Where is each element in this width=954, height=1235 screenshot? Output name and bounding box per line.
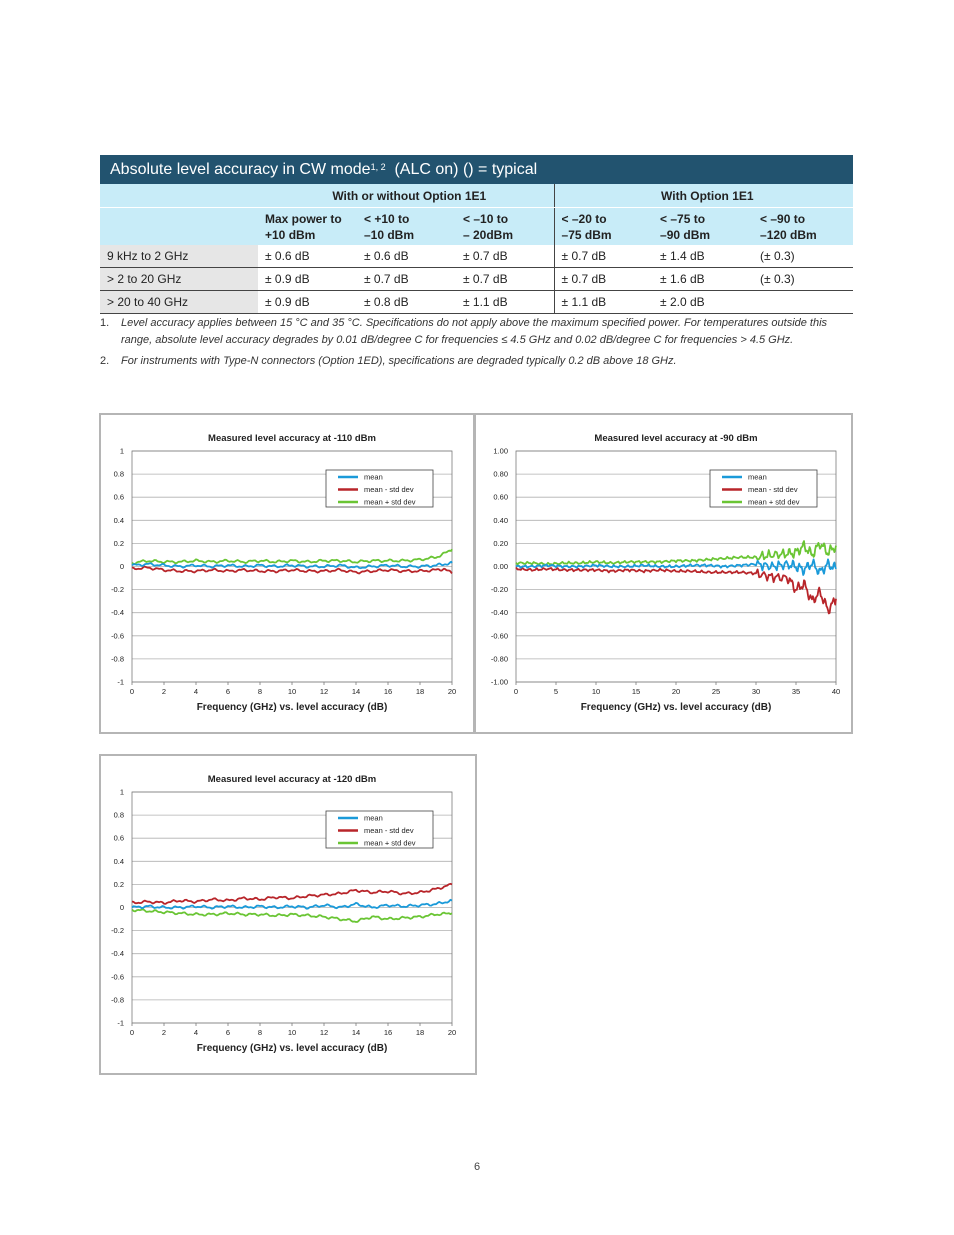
series-line-2 — [132, 549, 452, 564]
x-tick-label: 8 — [257, 687, 263, 696]
table-cell: ± 0.9 dB — [258, 268, 357, 291]
row-label: 9 kHz to 2 GHz — [100, 245, 258, 268]
y-tick-label: 0.6 — [113, 492, 124, 502]
x-tick-label: 40 — [831, 687, 841, 696]
y-tick-label: 0.40 — [493, 515, 508, 525]
table-cell: ± 0.6 dB — [357, 245, 456, 268]
x-tick-label: 20 — [447, 687, 457, 696]
x-tick-label: 0 — [513, 687, 519, 696]
y-tick-label: 0.00 — [493, 562, 508, 571]
series-line-1 — [516, 567, 836, 613]
x-tick-label: 20 — [447, 1028, 457, 1037]
column-header: < –20 to –75 dBm — [554, 208, 653, 246]
x-tick-label: 2 — [161, 687, 167, 696]
row-label: > 20 to 40 GHz — [100, 291, 258, 314]
x-tick-label: 16 — [383, 1028, 393, 1037]
x-tick-label: 8 — [257, 1028, 263, 1037]
y-tick-label: 0.2 — [113, 538, 124, 548]
legend-label: mean - std dev — [364, 485, 414, 495]
footnote-number: 1. — [100, 317, 110, 329]
level-accuracy-table — [100, 155, 853, 314]
y-tick-label: -0.8 — [111, 654, 124, 664]
table-cell: ± 0.7 dB — [357, 268, 456, 291]
table-cell: ± 0.7 dB — [456, 268, 554, 291]
table-cell: ± 1.6 dB — [653, 268, 753, 291]
x-tick-label: 15 — [631, 687, 641, 696]
chart-120dbm — [99, 754, 477, 1075]
x-tick-label: 12 — [319, 687, 329, 696]
x-tick-label: 30 — [751, 687, 761, 696]
column-header: < +10 to –10 dBm — [357, 208, 456, 246]
y-tick-label: -0.8 — [111, 995, 124, 1005]
y-tick-label: 0.60 — [493, 492, 508, 502]
y-tick-label: 0 — [119, 903, 124, 912]
table-title-bar — [100, 155, 853, 184]
y-tick-label: 1 — [119, 787, 124, 797]
x-tick-label: 10 — [287, 687, 297, 696]
y-tick-label: 0.8 — [113, 810, 124, 820]
y-tick-label: 0.8 — [113, 469, 124, 479]
y-tick-label: -0.60 — [490, 631, 508, 641]
table-cell: ± 1.4 dB — [653, 245, 753, 268]
column-header: < –10 to – 20dBm — [456, 208, 554, 246]
y-tick-label: -1 — [117, 677, 124, 687]
x-tick-label: 14 — [351, 1028, 361, 1037]
x-tick-label: 6 — [225, 687, 231, 696]
chart-110dbm — [99, 413, 475, 734]
legend-label: mean - std dev — [364, 826, 414, 836]
x-tick-label: 0 — [129, 687, 135, 696]
group-header-row — [100, 184, 853, 208]
y-tick-label: -0.2 — [111, 926, 124, 936]
table-title: Absolute level accuracy in CW mode — [110, 161, 371, 178]
chart-90dbm — [474, 413, 853, 734]
table-row — [100, 245, 853, 268]
series-line-2 — [516, 541, 836, 565]
table-cell: ± 1.1 dB — [554, 291, 653, 314]
y-tick-label: 0.80 — [493, 469, 508, 479]
footnote — [100, 353, 860, 370]
y-tick-label: -0.2 — [111, 585, 124, 595]
y-tick-label: -0.80 — [490, 654, 508, 664]
x-tick-label: 14 — [351, 687, 361, 696]
y-tick-label: -1.00 — [490, 677, 508, 687]
footnote — [100, 315, 860, 349]
table-cell: (± 0.3) — [753, 268, 853, 291]
page-number: 6 — [473, 1161, 481, 1173]
x-tick-label: 20 — [671, 687, 681, 696]
y-tick-label: -0.4 — [111, 949, 124, 959]
y-tick-label: 0 — [119, 562, 124, 571]
chart-svg — [101, 756, 475, 1073]
legend-label: mean — [364, 472, 383, 482]
column-header: Max power to +10 dBm — [258, 208, 357, 246]
column-header-row — [100, 208, 853, 246]
x-tick-label: 10 — [287, 1028, 297, 1037]
y-tick-label: 0.4 — [113, 856, 124, 866]
x-tick-label: 5 — [553, 687, 559, 696]
x-tick-label: 25 — [711, 687, 721, 696]
series-line-1 — [132, 884, 452, 904]
y-tick-label: 1 — [119, 446, 124, 456]
x-tick-label: 6 — [225, 1028, 231, 1037]
x-tick-label: 0 — [129, 1028, 135, 1037]
x-axis-label: Frequency (GHz) vs. level accuracy (dB) — [196, 702, 388, 713]
legend-label: mean — [364, 813, 383, 823]
y-tick-label: -0.20 — [490, 585, 508, 595]
y-tick-label: 0.4 — [113, 515, 124, 525]
chart-title: Measured level accuracy at -120 dBm — [207, 774, 377, 785]
table-cell: ± 0.6 dB — [258, 245, 357, 268]
x-tick-label: 4 — [193, 1028, 199, 1037]
legend-label: mean - std dev — [748, 485, 798, 495]
x-axis-label: Frequency (GHz) vs. level accuracy (dB) — [196, 1043, 388, 1054]
footnote-number: 2. — [100, 355, 110, 367]
y-tick-label: 1.00 — [493, 446, 508, 456]
table-cell: ± 1.1 dB — [456, 291, 554, 314]
x-tick-label: 16 — [383, 687, 393, 696]
y-tick-label: -0.6 — [111, 631, 124, 641]
legend-label: mean + std dev — [364, 497, 416, 507]
table-cell: ± 0.7 dB — [554, 268, 653, 291]
table-cell: (± 0.3) — [753, 245, 853, 268]
group-right-header: With Option 1E1 — [554, 184, 853, 208]
x-tick-label: 12 — [319, 1028, 329, 1037]
legend-label: mean — [748, 472, 767, 482]
legend-label: mean + std dev — [364, 838, 416, 848]
footnote-text: Level accuracy applies between 15 °C and 35 °C. Specifications do not apply above the maximum specified power. For temperatures outside this range, absolute level accuracy degrades by 0.01 dB/degree C for frequencies ≤ 4.5 GHz and 0.02 dB/degree C for frequencies > 4.5 GHz. — [121, 317, 828, 346]
table-title-footnote-ref: 1, 2 — [370, 162, 386, 172]
table-row — [100, 291, 853, 314]
chart-svg — [101, 415, 473, 732]
y-tick-label: 0.2 — [113, 879, 124, 889]
y-tick-label: -0.6 — [111, 972, 124, 982]
spec-grid — [100, 184, 853, 314]
x-tick-label: 35 — [791, 687, 801, 696]
column-header: < –90 to –120 dBm — [753, 208, 853, 246]
y-tick-label: -1 — [117, 1018, 124, 1028]
footnote-text: For instruments with Type-N connectors (Option 1ED), specifications are degraded typically 0.2 dB above 18 GHz. — [121, 355, 677, 367]
table-title-suffix: (ALC on) () = typical — [394, 161, 538, 178]
series-line-2 — [132, 909, 452, 922]
table-row — [100, 268, 853, 291]
chart-title: Measured level accuracy at -110 dBm — [208, 433, 376, 444]
table-cell: ± 0.9 dB — [258, 291, 357, 314]
x-tick-label: 10 — [591, 687, 601, 696]
table-cell: ± 2.0 dB — [653, 291, 753, 314]
y-tick-label: 0.20 — [493, 538, 508, 548]
x-tick-label: 18 — [415, 687, 425, 696]
table-cell — [753, 291, 853, 314]
x-tick-label: 2 — [161, 1028, 167, 1037]
column-header: < –75 to –90 dBm — [653, 208, 753, 246]
y-tick-label: 0.6 — [113, 833, 124, 843]
x-axis-label: Frequency (GHz) vs. level accuracy (dB) — [580, 702, 772, 713]
row-label: > 2 to 20 GHz — [100, 268, 258, 291]
chart-svg — [476, 415, 851, 732]
table-cell: ± 0.7 dB — [456, 245, 554, 268]
group-left-header: With or without Option 1E1 — [258, 184, 554, 208]
y-tick-label: -0.4 — [111, 608, 124, 618]
x-tick-label: 18 — [415, 1028, 425, 1037]
chart-title: Measured level accuracy at -90 dBm — [594, 433, 758, 444]
series-line-0 — [132, 562, 452, 568]
table-cell: ± 0.7 dB — [554, 245, 653, 268]
y-tick-label: -0.40 — [490, 608, 508, 618]
table-cell: ± 0.8 dB — [357, 291, 456, 314]
footnotes — [100, 315, 860, 370]
x-tick-label: 4 — [193, 687, 199, 696]
legend-label: mean + std dev — [748, 497, 800, 507]
